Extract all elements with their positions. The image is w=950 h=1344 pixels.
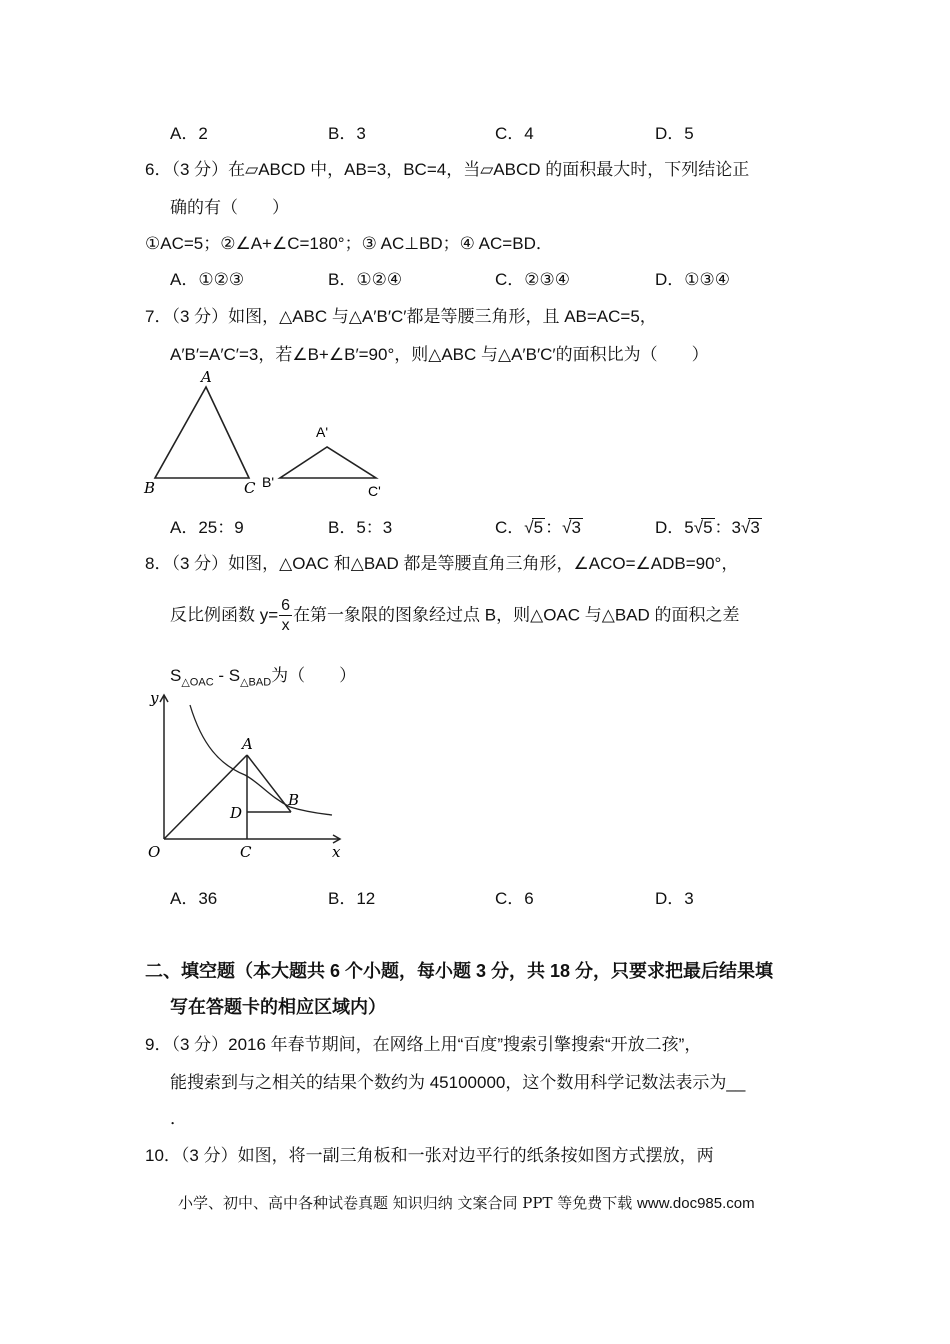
q8-option-c: C．6 <box>495 889 534 908</box>
segment-ab <box>247 755 291 812</box>
q5-option-a: A．2 <box>170 124 208 143</box>
q7-label-a-prime: A' <box>316 424 329 440</box>
sqrt-icon: √ <box>524 518 534 537</box>
triangle-abc <box>155 387 249 478</box>
q7-label-b: B <box>144 479 156 497</box>
q7-label-a: A <box>201 368 212 386</box>
q8-label-o: O <box>148 843 161 861</box>
section2-heading-line2: 写在答题卡的相应区域内） <box>170 997 386 1017</box>
q8-label-y: y <box>150 689 159 707</box>
q5-option-d: D．5 <box>655 124 694 143</box>
q9-line1: 9．（3 分）2016 年春节期间，在网络上用“百度”搜索引擎搜索“开放二孩”， <box>145 1035 702 1054</box>
page-footer: 小学、初中、高中各种试卷真题 知识归纳 文案合同 PPT 等免费下载 www.doc985.com <box>178 1194 755 1212</box>
q7-label-b-prime: B' <box>262 474 275 490</box>
q9-line2: 能搜索到与之相关的结果个数约为 45100000，这个数用科学记数法表示为__ <box>170 1073 746 1092</box>
q8-label-b: B <box>288 791 300 809</box>
q8-label-d: D <box>230 804 243 822</box>
q7-option-c: C．√5 ：√3 <box>495 518 581 537</box>
triangle-a1b1c1 <box>280 447 376 478</box>
q8-line1: 8．（3 分）如图，△OAC 和△BAD 都是等腰直角三角形，∠ACO=∠ADB=90°， <box>145 554 739 573</box>
q7-option-a: A．25：9 <box>170 518 244 537</box>
q6-option-d: D．①③④ <box>655 270 730 289</box>
q7-line2: A′B′=A′C′=3，若∠B+∠B′=90°，则△ABC 与△A′B′C′的面积比为（ ） <box>170 345 709 364</box>
fraction: $\frac{6}{x}$ <box>281 597 291 634</box>
sqrt-icon: √ <box>693 518 704 537</box>
q8-option-b: B．12 <box>328 889 376 908</box>
q7-figure <box>140 365 400 505</box>
q8-label-a: A <box>242 735 253 753</box>
q6-line3: ①AC=5；②∠A+∠C=180°；③ AC⊥BD；④ AC=BD． <box>145 234 553 253</box>
q8-line2: 反比例函数 y= $\frac{6}{x}$ 在第一象限的图象经过点 B，则△OAC 与△BAD 的面积之差 <box>170 597 740 634</box>
q6-option-c: C．②③④ <box>495 270 570 289</box>
hyperbola-curve <box>190 705 332 815</box>
q7-line1: 7．（3 分）如图，△ABC 与△A′B′C′都是等腰三角形，且 AB=AC=5， <box>145 307 657 326</box>
sqrt-icon: √ <box>741 518 751 537</box>
q6-option-b: B．①②④ <box>328 270 403 289</box>
q8-option-a: A．36 <box>170 889 218 908</box>
q7-label-c: C <box>244 479 256 497</box>
sqrt-icon: √ <box>562 518 572 537</box>
q7-option-b: B．5：3 <box>328 518 393 537</box>
q6-option-a: A．①②③ <box>170 270 245 289</box>
q8-option-d: D．3 <box>655 889 694 908</box>
q8-label-x: x <box>332 843 341 861</box>
q7-label-c-prime: C' <box>368 483 381 499</box>
q7-option-d: D．5√5 ：3√3 <box>655 518 760 537</box>
q5-option-c: C．4 <box>495 124 534 143</box>
q6-line1: 6．（3 分）在▱ABCD 中，AB=3，BC=4，当▱ABCD 的面积最大时，下列结论正 <box>145 160 750 179</box>
q6-line2: 确的有（ ） <box>170 198 289 217</box>
q10-line1: 10．（3 分）如图，将一副三角板和一张对边平行的纸条按如图方式摆放，两 <box>145 1146 714 1165</box>
q8-figure <box>140 685 360 865</box>
q9-line3: ． <box>170 1109 187 1128</box>
q8-label-c: C <box>240 843 252 861</box>
section2-heading-line1: 二、填空题（本大题共 6 个小题，每小题 3 分，共 18 分，只要求把最后结果填 <box>145 961 774 981</box>
footer-url[interactable]: www.doc985.com <box>637 1195 755 1212</box>
q8-line3: $S_{\triangle OAC} - S_{\triangle BAD}$为（ ） <box>170 666 357 689</box>
q5-option-b: B．3 <box>328 124 366 143</box>
segment-oa <box>164 755 247 839</box>
